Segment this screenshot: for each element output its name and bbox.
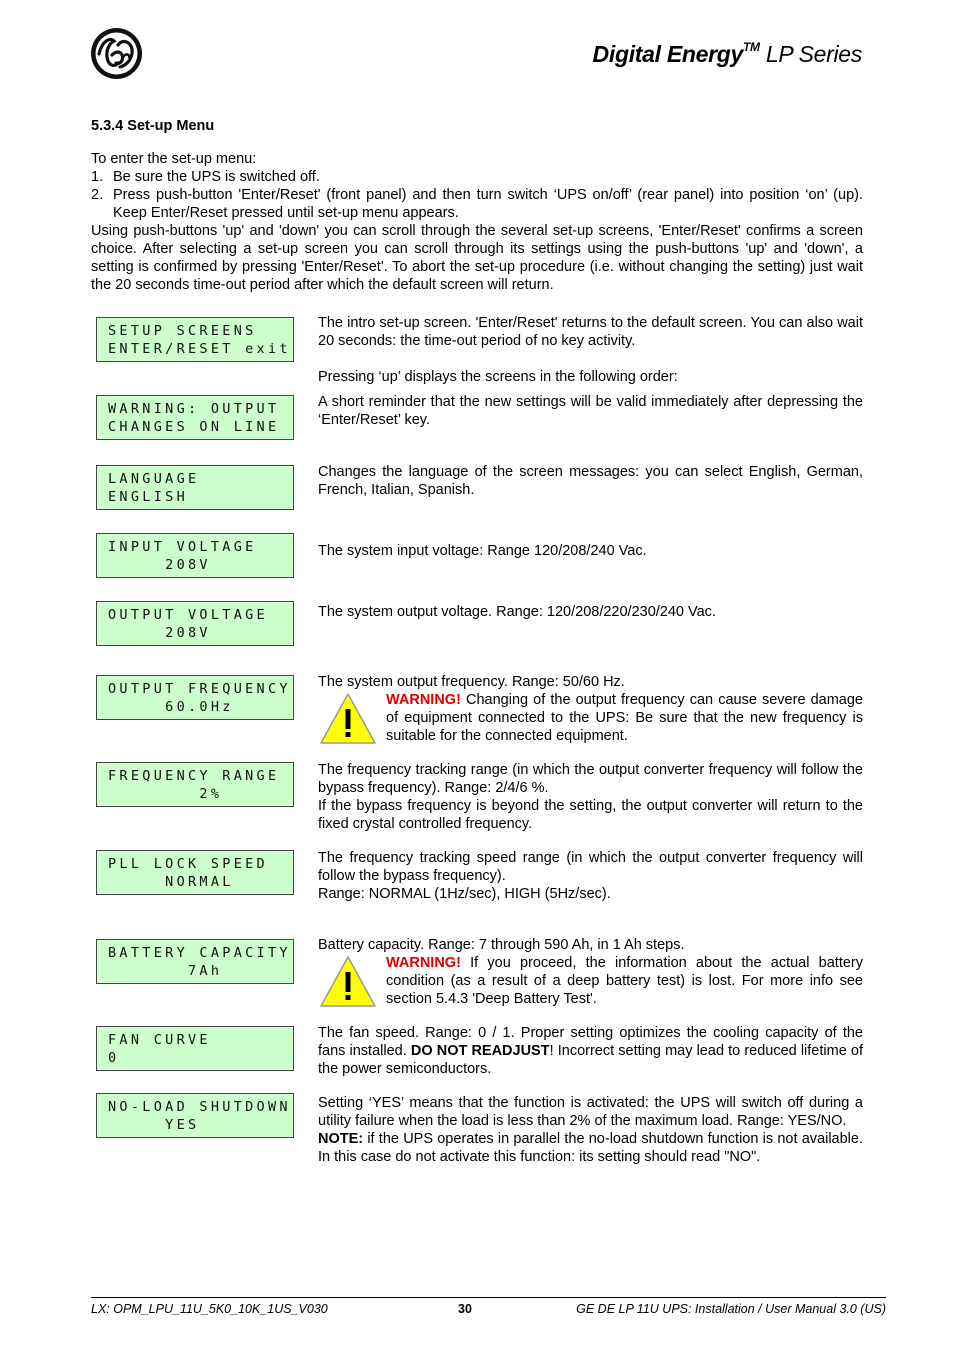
intro-lead: To enter the set-up menu: xyxy=(91,151,257,167)
brand-title: Digital Energy™ LP Series xyxy=(592,40,862,67)
lcd-screen-fan-curve: FAN CURVE 0 xyxy=(96,1026,294,1071)
screen-description: A short reminder that the new settings will be valid immediately after depressing the ‘Enter/Reset’ key. xyxy=(318,394,863,428)
warning-triangle-icon xyxy=(318,691,378,747)
screen-description: Battery capacity. Range: 7 through 590 Ah, in 1 Ah steps. xyxy=(318,937,685,953)
lcd-screen-output-frequency: OUTPUT FREQUENCY 60.0Hz xyxy=(96,675,294,720)
footer-divider xyxy=(91,1297,886,1298)
screen-description: The frequency tracking range (in which the output converter frequency will follow the bypass frequency). Range: 2/4/6 %. If the bypass frequency is beyond the setting, the output converter will return to the fixed crystal controlled frequency. xyxy=(318,762,863,832)
screen-description: Setting ‘YES’ means that the function is activated: the UPS will switch off during a utility failure when the load is less than 2% of the maximum load. Range: YES/NO. NOTE: if the UPS operates in parallel the no-load shutdown function is not available. In this case do not activate this function: its setting should read "NO". xyxy=(318,1095,863,1165)
intro-block xyxy=(91,150,863,294)
warning-block: WARNING! Changing of the output frequency can cause severe damage of equipment connected to the UPS: Be sure that the new frequency is suitable for the connected equipment. xyxy=(318,691,863,745)
screen-description: The frequency tracking speed range (in which the output converter frequency will follow the bypass frequency). Range: NORMAL (1Hz/sec), HIGH (5Hz/sec). xyxy=(318,850,863,902)
lcd-screen-language: LANGUAGE ENGLISH xyxy=(96,465,294,510)
section-title: 5.3.4 Set-up Menu xyxy=(91,118,215,134)
lcd-screen-frequency-range: FREQUENCY RANGE 2% xyxy=(96,762,294,807)
lcd-screen-output-voltage: OUTPUT VOLTAGE 208V xyxy=(96,601,294,646)
screen-description: Changes the language of the screen messages: you can select English, German, French, Italian, Spanish. xyxy=(318,464,863,498)
ge-logo xyxy=(90,27,143,80)
lcd-screen-battery-capacity: BATTERY CAPACITY 7Ah xyxy=(96,939,294,984)
lcd-screen-setup: SETUP SCREENS ENTER/RESET exit xyxy=(96,317,294,362)
page-number: 30 xyxy=(458,1302,472,1316)
warning-block: WARNING! If you proceed, the information about the actual battery condition (as a result of a deep battery test) is lost. For more info see section 5.4.3 'Deep Battery Test'. xyxy=(318,954,863,1008)
screen-description: The fan speed. Range: 0 / 1. Proper setting optimizes the cooling capacity of the fans installed. DO NOT READJUST! Incorrect setting may lead to reduced lifetime of the power semiconductors. xyxy=(318,1025,863,1077)
list-item: 1. Be sure the UPS is switched off. xyxy=(91,169,320,185)
warning-triangle-icon xyxy=(318,954,378,1010)
screen-description: The system output frequency. Range: 50/60 Hz. xyxy=(318,674,625,690)
footer-manual-title: GE DE LP 11U UPS: Installation / User Manual 3.0 (US) xyxy=(576,1302,886,1316)
lcd-screen-input-voltage: INPUT VOLTAGE 208V xyxy=(96,533,294,578)
lcd-screen-warning: WARNING: OUTPUT CHANGES ON LINE xyxy=(96,395,294,440)
screen-description: The intro set-up screen. 'Enter/Reset' returns to the default screen. You can also wait 20 seconds: the time-out period of no key activity. Pressing ‘up’ displays the screens in the following order: xyxy=(318,315,863,385)
screen-description: The system output voltage. Range: 120/208/220/230/240 Vac. xyxy=(318,604,716,620)
footer-doc-id: LX: OPM_LPU_11U_5K0_10K_1US_V030 xyxy=(91,1302,328,1316)
lcd-screen-no-load-shutdown: NO-LOAD SHUTDOWN YES xyxy=(96,1093,294,1138)
lcd-screen-pll-lock-speed: PLL LOCK SPEED NORMAL xyxy=(96,850,294,895)
intro-paragraph: Using push-buttons 'up' and 'down' you can scroll through the several set-up screens, 'Enter/Reset' confirms a screen choice. After selecting a set-up screen you can scroll through its settings using the push-buttons 'up' and 'down', a setting is confirmed by pressing 'Enter/Reset'. To abort the set-up procedure (i.e. without changing the setting) just wait the 20 seconds time-out period after which the default screen will return. xyxy=(91,223,863,293)
list-item: 2. Press push-button 'Enter/Reset' (front panel) and then turn switch ‘UPS on/off’ (rear panel) into position ‘on’ (up). Keep Enter/Reset pressed until set-up menu appears. xyxy=(91,187,863,221)
screen-description: The system input voltage: Range 120/208/240 Vac. xyxy=(318,543,647,559)
